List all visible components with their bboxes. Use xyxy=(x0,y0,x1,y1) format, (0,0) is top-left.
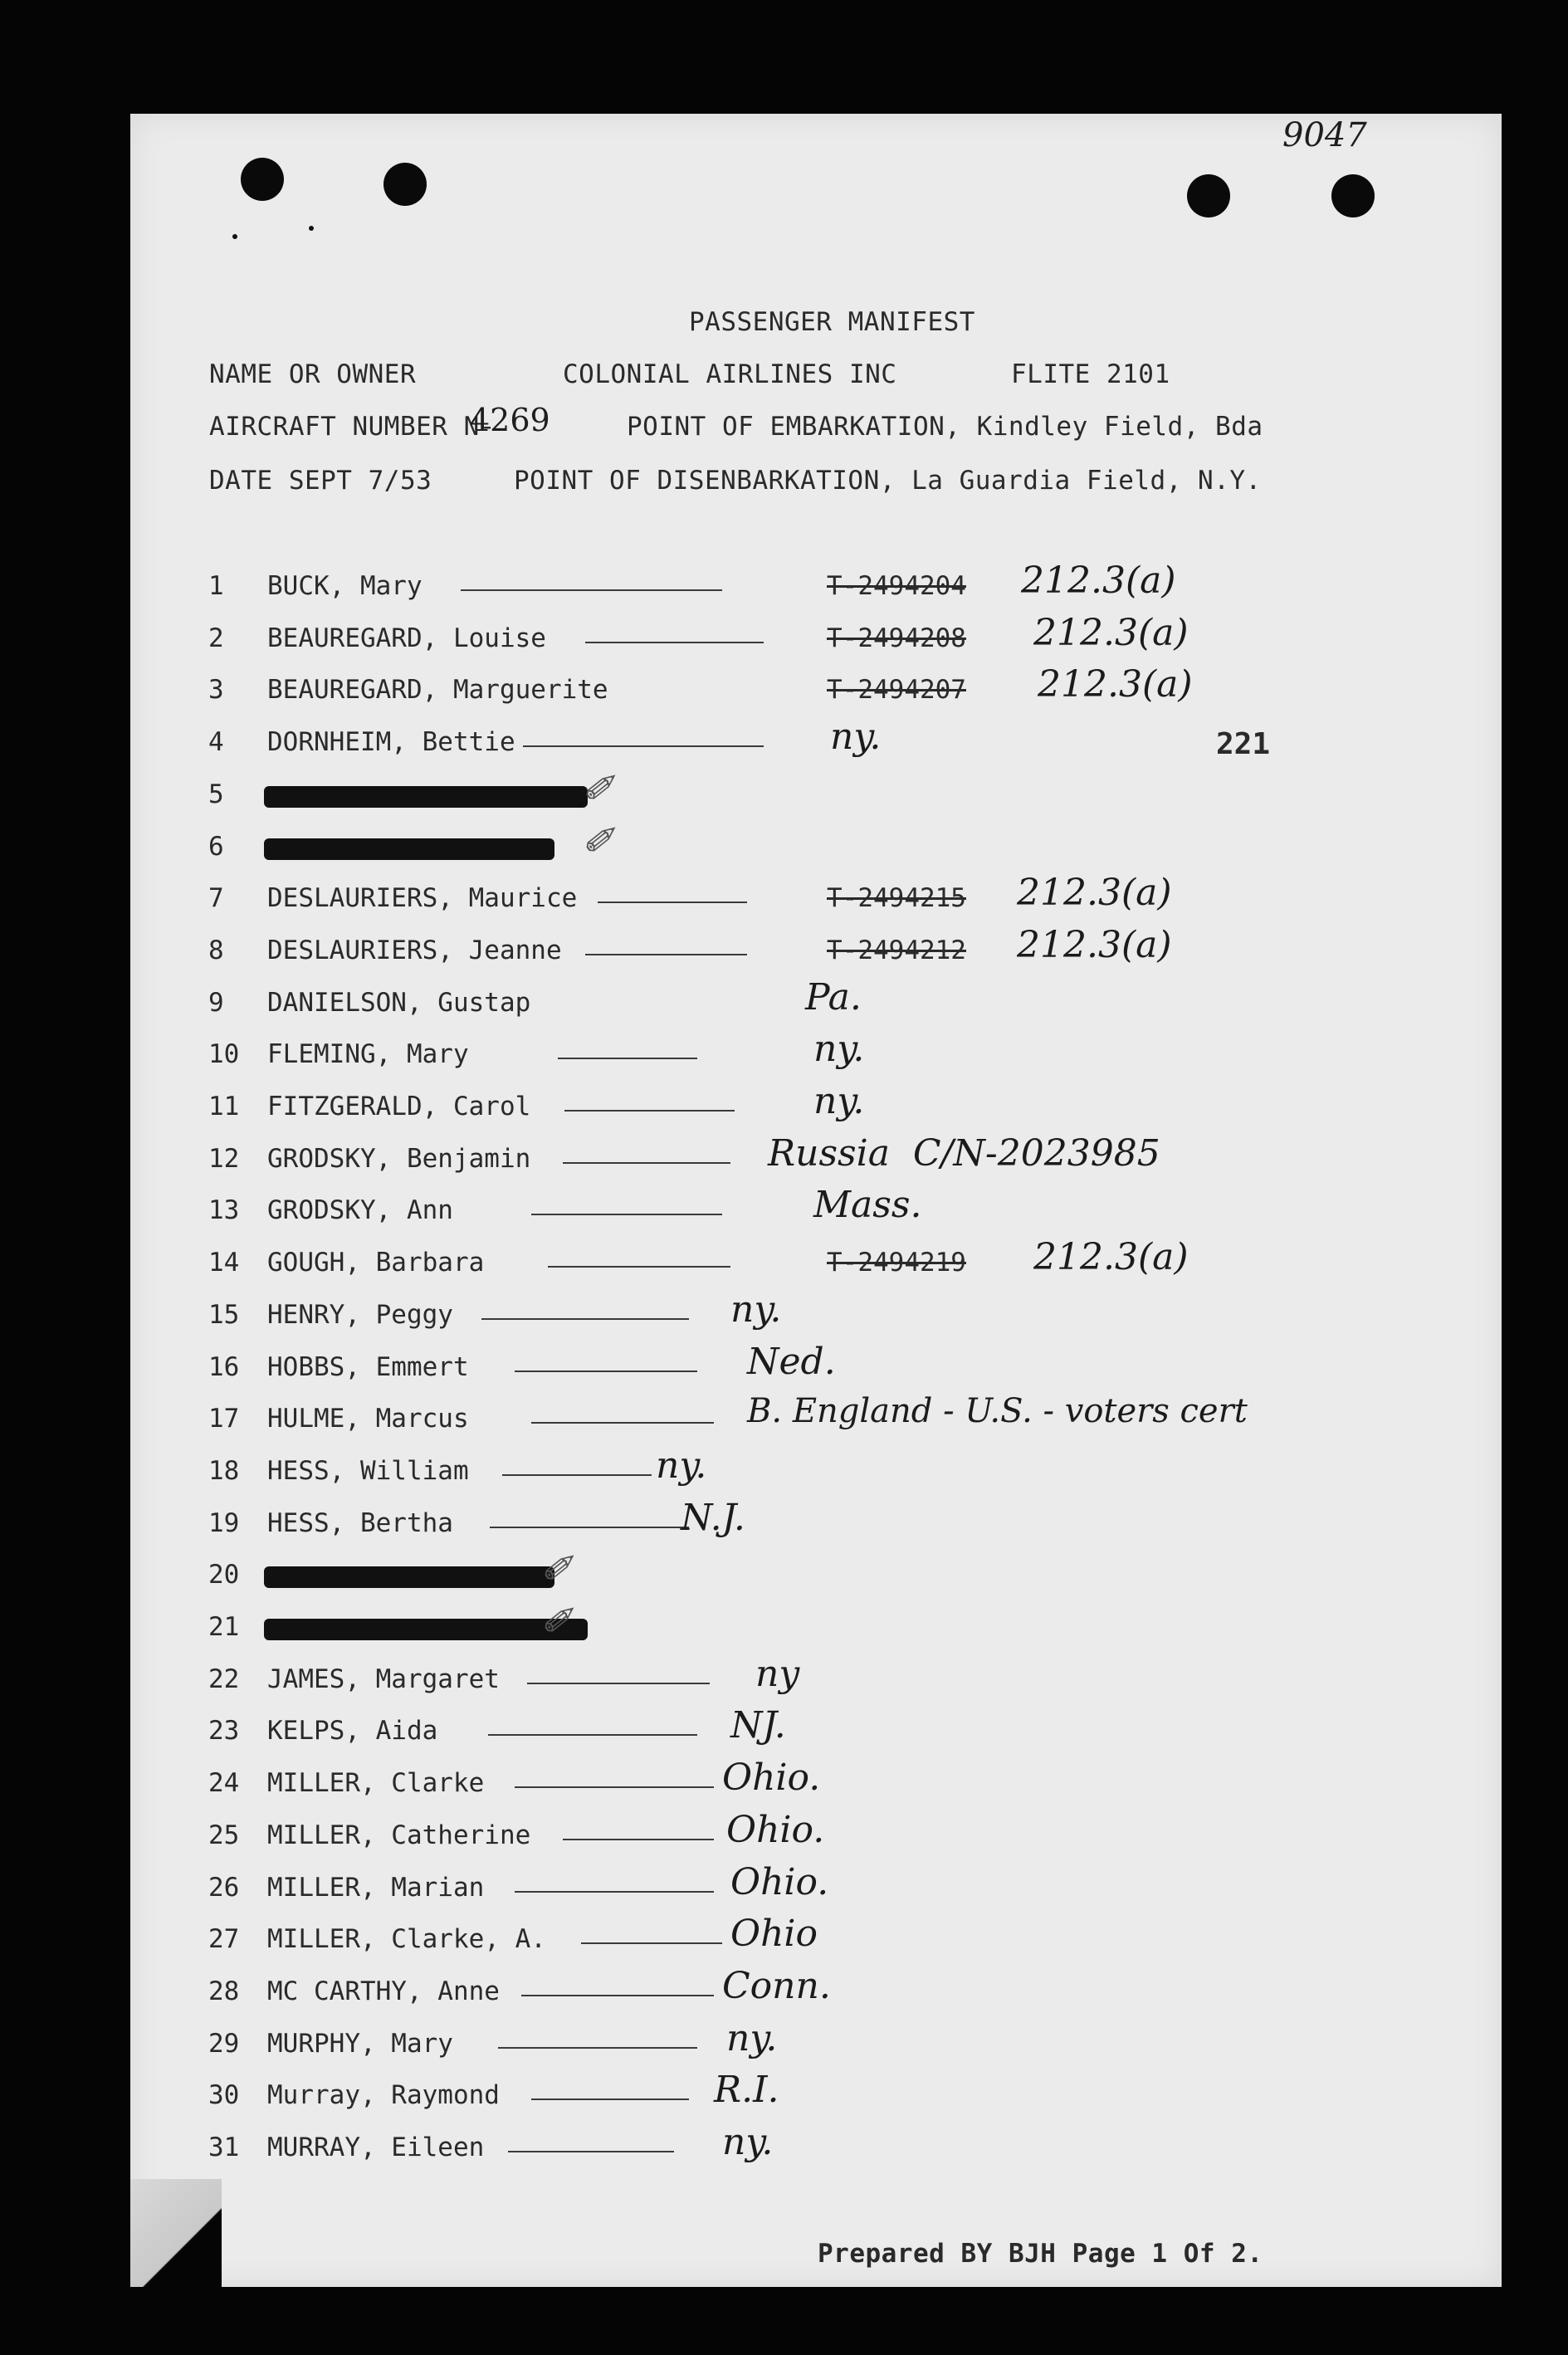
row-number: 12 xyxy=(208,1143,240,1174)
aircraft-label: AIRCRAFT NUMBER N- xyxy=(209,412,496,442)
table-row xyxy=(0,923,1568,979)
row-number: 25 xyxy=(208,1820,240,1850)
fill-line xyxy=(461,589,722,591)
fill-line xyxy=(563,1839,714,1840)
passenger-name: HOBBS, Emmert xyxy=(267,1351,469,1382)
table-row xyxy=(0,1392,1568,1447)
table-row xyxy=(0,1652,1568,1708)
fill-line xyxy=(502,1474,652,1476)
handwritten-note: R.I. xyxy=(714,2069,779,2112)
handwritten-note: Ohio. xyxy=(726,1808,825,1851)
row-number: 31 xyxy=(208,2133,240,2162)
redaction-bar xyxy=(264,1566,554,1588)
fill-line xyxy=(564,1110,735,1112)
table-row xyxy=(0,1913,1568,1967)
passenger-name: DORNHEIM, Bettie xyxy=(267,727,515,758)
table-row xyxy=(0,559,1568,614)
date: DATE SEPT 7/53 xyxy=(209,466,432,496)
passenger-name: MILLER, Clarke xyxy=(267,1768,485,1799)
passenger-name: BEAUREGARD, Marguerite xyxy=(267,675,608,706)
passenger-name: GRODSKY, Benjamin xyxy=(267,1143,531,1174)
row-number: 3 xyxy=(208,675,224,706)
row-number: 15 xyxy=(208,1299,240,1330)
handwritten-note: Ohio xyxy=(730,1913,818,1956)
row-number: 19 xyxy=(208,1507,240,1538)
fill-line xyxy=(531,1214,722,1215)
handwritten-note: 212.3(a) xyxy=(1038,663,1193,706)
passenger-name: KELPS, Aida xyxy=(267,1716,438,1747)
owner-value: COLONIAL AIRLINES INC xyxy=(563,359,897,389)
fill-line xyxy=(515,1370,697,1372)
fill-line xyxy=(563,1162,730,1164)
row-number: 11 xyxy=(208,1092,240,1121)
row-number: 18 xyxy=(208,1455,240,1486)
passenger-name: DESLAURIERS, Maurice xyxy=(267,883,578,914)
speck xyxy=(232,234,237,239)
passenger-name: Murray, Raymond xyxy=(267,2080,500,2111)
table-row xyxy=(0,818,1568,875)
passenger-name: HENRY, Peggy xyxy=(267,1299,453,1330)
row-number: 6 xyxy=(208,831,224,862)
table-row xyxy=(0,2121,1568,2176)
redaction-bar xyxy=(264,786,588,808)
table-row xyxy=(0,1756,1568,1811)
table-row xyxy=(0,1860,1568,1916)
table-row xyxy=(0,716,1568,770)
ticket-number: T-2494204 xyxy=(827,571,966,601)
row-number: 10 xyxy=(208,1039,240,1070)
row-number: 9 xyxy=(208,987,224,1018)
initials-scribble: ✐ xyxy=(540,1546,572,1592)
handwritten-note: ny. xyxy=(830,716,882,759)
handwritten-note: B. England - U.S. - voters cert xyxy=(747,1392,1248,1431)
passenger-name: FLEMING, Mary xyxy=(267,1039,469,1070)
handwritten-note: ny. xyxy=(813,1028,865,1071)
row-number: 30 xyxy=(208,2080,240,2111)
handwritten-note: ny xyxy=(755,1652,800,1695)
table-row xyxy=(0,1546,1568,1603)
initials-scribble: ✐ xyxy=(540,1599,572,1644)
disembarkation: POINT OF DISENBARKATION, La Guardia Field, N.Y. xyxy=(514,466,1262,496)
fill-line xyxy=(508,2151,674,2152)
passenger-name: MURPHY, Mary xyxy=(267,2028,453,2059)
row-number: 29 xyxy=(208,2028,240,2059)
fill-line xyxy=(585,954,747,955)
handwritten-note: 212.3(a) xyxy=(1033,1236,1189,1279)
row-number: 27 xyxy=(208,1924,240,1955)
row-number: 8 xyxy=(208,935,224,965)
handwritten-note: N.J. xyxy=(681,1496,745,1539)
handwritten-note: 212.3(a) xyxy=(1033,611,1189,654)
handwritten-note: ny. xyxy=(730,1287,782,1331)
row-number: 24 xyxy=(208,1768,240,1799)
passenger-name: HULME, Marcus xyxy=(267,1404,469,1434)
fill-line xyxy=(515,1786,714,1788)
table-row xyxy=(0,2069,1568,2123)
fill-line xyxy=(523,745,764,747)
table-row xyxy=(0,1964,1568,2020)
passenger-name: MILLER, Marian xyxy=(267,1872,485,1903)
ticket-number: T-2494207 xyxy=(827,675,966,706)
passenger-name: JAMES, Margaret xyxy=(267,1664,500,1694)
passenger-name: GOUGH, Barbara xyxy=(267,1248,485,1278)
passenger-name: HESS, William xyxy=(267,1455,469,1486)
ticket-number: T-2494215 xyxy=(827,883,966,914)
handwritten-note: ny. xyxy=(656,1444,707,1487)
fill-line xyxy=(585,642,764,643)
table-row xyxy=(0,1080,1568,1135)
table-row xyxy=(0,663,1568,718)
initials-scribble: ✐ xyxy=(581,818,613,863)
fill-line xyxy=(598,901,747,903)
punch-hole xyxy=(1331,174,1375,217)
table-row xyxy=(0,1287,1568,1343)
fill-line xyxy=(481,1318,689,1320)
passenger-name: DANIELSON, Gustap xyxy=(267,987,531,1018)
handwritten-note: Conn. xyxy=(722,1964,831,2007)
row-number: 21 xyxy=(208,1612,240,1642)
handwritten-note: 212.3(a) xyxy=(1021,559,1176,602)
handwritten-note: Mass. xyxy=(813,1184,922,1227)
table-row xyxy=(0,1704,1568,1759)
row-number: 5 xyxy=(208,779,224,809)
handwritten-note: Ohio. xyxy=(722,1756,821,1800)
row-number: 13 xyxy=(208,1195,240,1226)
table-row xyxy=(0,1236,1568,1291)
flight-number: FLITE 2101 xyxy=(1011,359,1170,389)
passenger-name: MILLER, Catherine xyxy=(267,1820,531,1850)
punch-hole xyxy=(383,163,427,206)
fill-line xyxy=(490,1527,689,1528)
passenger-name: BEAUREGARD, Louise xyxy=(267,623,546,653)
row-number: 2 xyxy=(208,623,224,653)
table-row xyxy=(0,1131,1568,1187)
punch-hole xyxy=(1187,174,1230,217)
table-row xyxy=(0,1028,1568,1082)
row-number: 7 xyxy=(208,883,224,914)
handwritten-note: ny. xyxy=(813,1080,865,1122)
speck xyxy=(309,226,314,231)
row-number: 20 xyxy=(208,1560,240,1590)
passenger-name: MC CARTHY, Anne xyxy=(267,1976,500,2006)
page-title: PASSENGER MANIFEST xyxy=(689,307,975,337)
handwritten-note: 212.3(a) xyxy=(1017,923,1172,966)
table-row xyxy=(0,872,1568,926)
handwritten-note: Ohio. xyxy=(730,1860,829,1903)
row-number: 17 xyxy=(208,1404,240,1434)
passenger-name: BUCK, Mary xyxy=(267,571,423,601)
table-row xyxy=(0,1444,1568,1499)
row-number: 16 xyxy=(208,1351,240,1382)
punch-hole xyxy=(241,158,284,201)
handwritten-note: ny. xyxy=(726,2016,778,2059)
row-number: 4 xyxy=(208,727,224,758)
table-row xyxy=(0,2016,1568,2072)
handwritten-note: Pa. xyxy=(805,975,862,1019)
table-row xyxy=(0,611,1568,667)
handwritten-note: Russia C/N-2023985 xyxy=(768,1131,1160,1175)
fill-line xyxy=(581,1942,722,1944)
page-ref-number: 221 xyxy=(1216,727,1271,762)
table-row xyxy=(0,765,1568,823)
passenger-name: HESS, Bertha xyxy=(267,1507,453,1538)
table-row xyxy=(0,1184,1568,1239)
fill-line xyxy=(531,2098,689,2100)
handwritten-note: ny. xyxy=(722,2121,774,2163)
table-row xyxy=(0,1496,1568,1551)
footer-note: Prepared BY BJH Page 1 Of 2. xyxy=(818,2239,1263,2269)
redaction-bar xyxy=(264,838,554,860)
fill-line xyxy=(521,1995,714,1996)
passenger-name: MILLER, Clarke, A. xyxy=(267,1924,546,1955)
ticket-number: T-2494212 xyxy=(827,935,966,965)
table-row xyxy=(0,1340,1568,1395)
initials-scribble: ✐ xyxy=(581,765,613,811)
row-number: 23 xyxy=(208,1716,240,1747)
fill-line xyxy=(498,2047,697,2049)
fill-line xyxy=(531,1422,714,1424)
ticket-number: T-2494208 xyxy=(827,623,966,653)
owner-label: NAME OR OWNER xyxy=(209,359,417,389)
fill-line xyxy=(548,1266,730,1268)
embarkation: POINT OF EMBARKATION, Kindley Field, Bda xyxy=(627,412,1263,442)
passenger-name: DESLAURIERS, Jeanne xyxy=(267,935,562,965)
passenger-name: GRODSKY, Ann xyxy=(267,1195,453,1226)
fill-line xyxy=(488,1734,697,1736)
table-row xyxy=(0,975,1568,1031)
aircraft-number: 4269 xyxy=(470,402,550,438)
handwritten-note: NJ. xyxy=(730,1704,786,1747)
table-row xyxy=(0,1808,1568,1864)
row-number: 14 xyxy=(208,1248,240,1278)
fill-line xyxy=(515,1891,714,1893)
ticket-number: T-2494219 xyxy=(827,1248,966,1278)
row-number: 22 xyxy=(208,1664,240,1694)
corner-mark: 9047 xyxy=(1282,116,1367,154)
passenger-name: FITZGERALD, Carol xyxy=(267,1092,531,1121)
handwritten-note: 212.3(a) xyxy=(1017,872,1172,915)
table-row xyxy=(0,1599,1568,1655)
fill-line xyxy=(558,1058,697,1059)
fill-line xyxy=(527,1683,710,1684)
folded-corner xyxy=(130,2179,222,2287)
row-number: 28 xyxy=(208,1976,240,2006)
handwritten-note: Ned. xyxy=(747,1340,836,1383)
row-number: 1 xyxy=(208,571,224,601)
row-number: 26 xyxy=(208,1872,240,1903)
passenger-name: MURRAY, Eileen xyxy=(267,2133,485,2162)
